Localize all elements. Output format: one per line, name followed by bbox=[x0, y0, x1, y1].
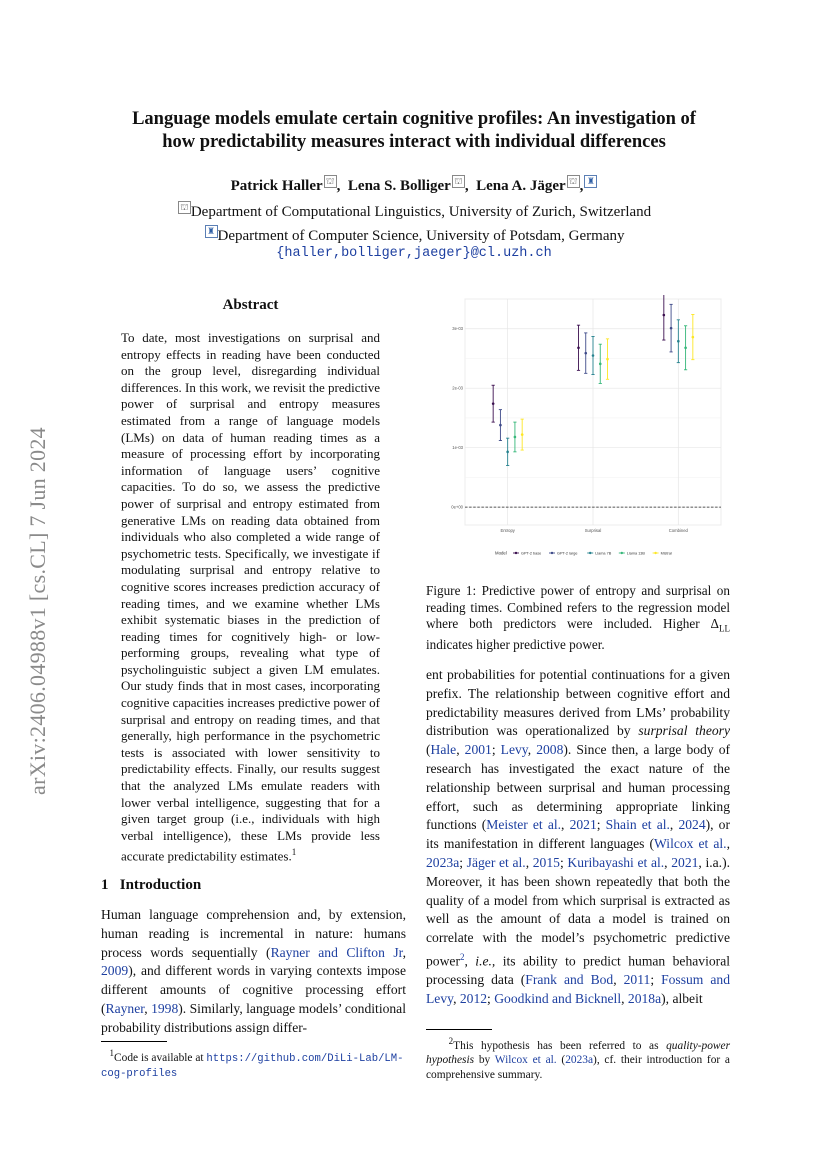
data-point bbox=[684, 346, 687, 349]
citation-link[interactable]: Wilcox et al. bbox=[654, 836, 727, 852]
abstract-heading: Abstract bbox=[222, 297, 279, 313]
citation-link[interactable]: Rayner and Clifton Jr bbox=[270, 944, 403, 960]
data-point bbox=[692, 336, 695, 339]
data-point bbox=[514, 436, 517, 439]
footnote-mark[interactable]: 1 bbox=[291, 847, 297, 858]
figure-caption: Figure 1: Predictive power of entropy and surprisal on reading times. Combined refers to the regression model where both predictors were included. Higher $\Delta_{LL}$ indicates higher predictive power. bbox=[426, 583, 730, 653]
citation-link[interactable]: 2021 bbox=[569, 817, 597, 833]
citation-link[interactable]: Fossum and Levy bbox=[426, 972, 730, 1007]
citation-link[interactable]: Kuribayashi et al. bbox=[567, 854, 665, 870]
legend-swatch-point bbox=[551, 552, 553, 554]
affiliation-1: ⛫ Department of Computational Linguistics, University of Zurich, Switzerland bbox=[60, 201, 768, 221]
citation-link[interactable]: Shain et al. bbox=[605, 817, 670, 833]
footnote-1: $^1$Code is available at https://github.com/DiLi-Lab/LM-cog-profiles bbox=[101, 1048, 404, 1081]
citation-link[interactable]: Wilcox et al. bbox=[494, 1054, 557, 1067]
citation-link[interactable]: Hale bbox=[430, 742, 457, 758]
citation-link[interactable]: Levy bbox=[500, 742, 528, 758]
legend-swatch-point bbox=[621, 552, 623, 554]
legend-entry: GPT-2 large bbox=[557, 551, 578, 556]
citation-link[interactable]: 1998 bbox=[151, 1000, 179, 1016]
legend-entry: Mistral bbox=[660, 551, 672, 556]
affiliation-2: ♜ Department of Computer Science, University of Potsdam, Germany bbox=[60, 225, 768, 245]
data-point bbox=[677, 340, 680, 343]
data-point bbox=[584, 352, 587, 355]
abstract-text: To date, most investigations on surprisal and entropy effects in reading have been conducted on the group level, disregarding individual differences. In this work, we revisit the predictive power of surprisal and entropy measures estimated from a range of language models (LMs) on data of human reading times as a measure of processing effort by incorporating information of language users’ cognitive capacities. To do so, we assess the predictive power of surprisal and entropy estimated from generative LMs on reading data obtained from individuals who also completed a wide range of psychometric tests. Specifically, we investigate if modulating surprisal and entropy relative to cognitive scores increases prediction accuracy of reading times, and we examine whether LMs exhibit systematic biases in the prediction of reading times for cognitively high- or low-performing groups, revealing what type of psycholinguistic subject a given LM emulates. Our study finds that in most cases, incorporating cognitive capacities increases predictive power of surprisal and entropy on reading times, and that generally, high performance in the psychometric tests is associated with lower sensitivity to predictability effects. Finally, our results suggest that the analyzed LMs emulate readers with lower verbal intelligence, suggesting that for a given target group (i.e., individuals with high verbal intelligence), these LMs provide less accurate predictability estimates.$^1$ bbox=[121, 330, 380, 864]
legend-entry: Llama 13B bbox=[626, 551, 645, 556]
potsdam-logo-icon: ♜ bbox=[205, 225, 218, 238]
uzh-logo-icon: ⛫ bbox=[324, 175, 337, 188]
data-point bbox=[599, 363, 602, 366]
data-point bbox=[592, 354, 595, 357]
data-point bbox=[606, 358, 609, 361]
section-heading: 1 Introduction bbox=[101, 877, 202, 893]
uzh-logo-icon: ⛫ bbox=[452, 175, 465, 188]
author-3: Lena A. Jäger bbox=[476, 178, 566, 194]
y-tick-label: 0e+00 bbox=[451, 504, 463, 510]
intro-paragraph-left: Human language comprehension and, by extension, human reading is incremental in nature: humans process words sequentially (Rayner and Clifton Jr, 2009), and different words in varying contexts impose different amounts of cognitive processing effort (Rayner, 1998). Similarly, language models’ conditional probability distributions assign differ- bbox=[101, 907, 406, 1035]
data-point bbox=[577, 346, 580, 349]
author-2: Lena S. Bolliger bbox=[347, 178, 451, 194]
figure-1 bbox=[443, 295, 725, 565]
data-point bbox=[492, 402, 495, 405]
citation-link[interactable]: 2024 bbox=[678, 817, 706, 833]
legend-swatch-point bbox=[654, 552, 656, 554]
data-point bbox=[670, 327, 673, 330]
footnote-rule bbox=[101, 1041, 167, 1042]
footnote-mark[interactable]: 2 bbox=[459, 951, 465, 962]
arxiv-id: arXiv:2406.04988v1 [cs.CL] 7 Jun 2024 bbox=[25, 427, 50, 795]
citation-link[interactable]: 2009 bbox=[101, 963, 129, 979]
author-list: Patrick Haller ⛫ , Lena S. Bolliger ⛫ , Lena A. Jäger ⛫ , ♜ bbox=[60, 175, 768, 195]
x-tick-label: Surprisal bbox=[584, 528, 602, 533]
x-tick-label: Combined bbox=[668, 528, 688, 533]
citation-link[interactable]: 2023a bbox=[426, 854, 460, 870]
citation-link[interactable]: Rayner bbox=[105, 1000, 145, 1016]
footnote-rule bbox=[426, 1029, 492, 1030]
intro-paragraph-right: ent probabilities for potential continuations for a given prefix. The relationship between cognitive effort and predictability measures derived from LMs’ probability distribution was operationalized by surprisal theory (Hale, 2001; Levy, 2008). Since then, a large body of research has investigated the exact nature of the relationship between surprisal and human processing effort, such as determining appropriate linking functions (Meister et al., 2021; Shain et al., 2024), or its manifestation in different languages (Wilcox et al., 2023a; Jäger et al., 2015; Kuribayashi et al., 2021, i.a.). Moreover, it has been shown repeatedly that both the quality of a model from which surprisal is extracted as well as the amount of data a model is trained on correlate with the model’s psychometric predictive power$^2$, i.e., its ability to predict human behavioral processing data (Frank and Bod, 2011; Fossum and Levy, 2012; Goodkind and Bicknell, 2018a), albeit bbox=[426, 667, 731, 1007]
legend-entry: GPT-2 base bbox=[521, 551, 542, 556]
potsdam-logo-icon: ♜ bbox=[584, 175, 597, 188]
data-point bbox=[499, 424, 502, 427]
citation-link[interactable]: 2012 bbox=[459, 991, 488, 1007]
citation-link[interactable]: 2011 bbox=[623, 972, 651, 988]
y-tick-label: 1e-03 bbox=[452, 445, 463, 451]
citation-link[interactable]: Frank and Bod bbox=[525, 972, 614, 988]
x-tick-label: Entropy bbox=[500, 528, 515, 533]
citation-link[interactable]: Jäger et al. bbox=[466, 854, 526, 870]
author-1: Patrick Haller bbox=[230, 178, 323, 194]
citation-link[interactable]: 2015 bbox=[532, 854, 560, 870]
y-tick-label: 2e-03 bbox=[452, 385, 463, 391]
data-point bbox=[663, 314, 666, 317]
citation-link[interactable]: Meister et al. bbox=[486, 817, 562, 833]
citation-link[interactable]: 2023a bbox=[565, 1054, 594, 1067]
legend-entry: Llama 7B bbox=[595, 551, 612, 556]
citation-link[interactable]: 2008 bbox=[536, 742, 564, 758]
paper-title: Language models emulate certain cognitive profiles: An investigation of how predictability measures interact with individual differences bbox=[132, 109, 696, 152]
code-url-link[interactable]: https://github.com/DiLi-Lab/LM-cog-profiles bbox=[101, 1052, 404, 1081]
author-email[interactable]: {haller,bolliger,jaeger}@cl.uzh.ch bbox=[276, 246, 552, 261]
citation-link[interactable]: 2001 bbox=[464, 742, 492, 758]
citation-link[interactable]: Goodkind and Bicknell bbox=[494, 991, 622, 1007]
citation-link[interactable]: 2021 bbox=[671, 854, 699, 870]
uzh-logo-icon: ⛫ bbox=[567, 175, 580, 188]
data-point bbox=[521, 433, 524, 436]
predictive-power-chart bbox=[443, 295, 725, 565]
legend-swatch-point bbox=[589, 552, 591, 554]
y-tick-label: 3e-03 bbox=[452, 326, 463, 332]
data-point bbox=[506, 451, 509, 454]
legend-title: Model bbox=[495, 550, 507, 556]
citation-link[interactable]: 2018a bbox=[627, 991, 662, 1007]
legend-swatch-point bbox=[515, 552, 517, 554]
uzh-logo-icon: ⛫ bbox=[178, 201, 191, 214]
footnote-2: $^2$This hypothesis has been referred to as quality-power hypothesis by Wilcox et al. (2023a), cf. their introduction for a comprehensive summary. bbox=[426, 1036, 731, 1081]
